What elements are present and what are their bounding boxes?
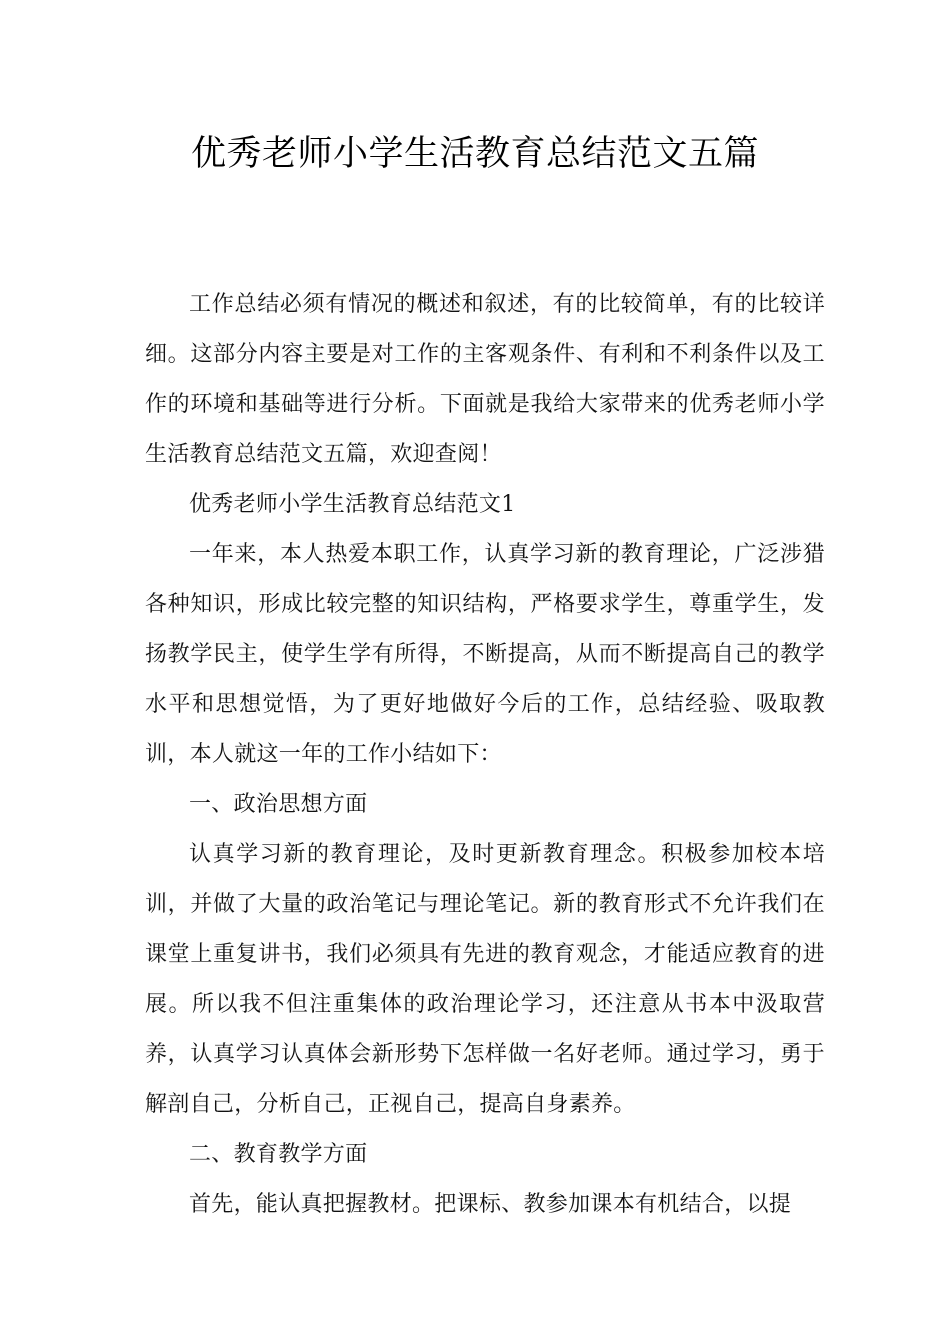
document-title: 优秀老师小学生活教育总结范文五篇 (190, 134, 759, 174)
intro-paragraph: 工作总结必须有情况的概述和叙述，有的比较简单，有的比较详细。这部分内容主要是对工作的主客观条件、有利和不利条件以及工作的环境和基础等进行分析。下面就是我给大家带来的优秀老师小学生活教育总结范文五篇，欢迎查阅！ (145, 292, 825, 467)
body-paragraph-1: 一年来，本人热爱本职工作，认真学习新的教育理论，广泛涉猎各种知识，形成比较完整的知识结构，严格要求学生，尊重学生，发扬教学民主，使学生学有所得，不断提高，从而不断提高自己的教学水平和思想觉悟，为了更好地做好今后的工作，总结经验、吸取教训，本人就这一年的工作小结如下： (145, 542, 825, 767)
document-body (145, 280, 825, 1230)
subheading-politics: 一、政治思想方面 (189, 792, 368, 817)
body-paragraph-3: 首先，能认真把握教材。把课标、教参加课本有机结合，以提 (189, 1192, 792, 1217)
body-paragraph-2: 认真学习新的教育理论，及时更新教育理念。积极参加校本培训，并做了大量的政治笔记与理论笔记。新的教育形式不允许我们在课堂上重复讲书，我们必须具有先进的教育观念，才能适应教育的进展。所以我不但注重集体的政治理论学习，还注意从书本中汲取营养，认真学习认真体会新形势下怎样做一名好老师。通过学习，勇于解剖自己，分析自己，正视自己，提高自身素养。 (145, 842, 825, 1117)
subheading-teaching: 二、教育教学方面 (189, 1142, 368, 1167)
section-heading-1: 优秀老师小学生活教育总结范文1 (189, 492, 516, 517)
